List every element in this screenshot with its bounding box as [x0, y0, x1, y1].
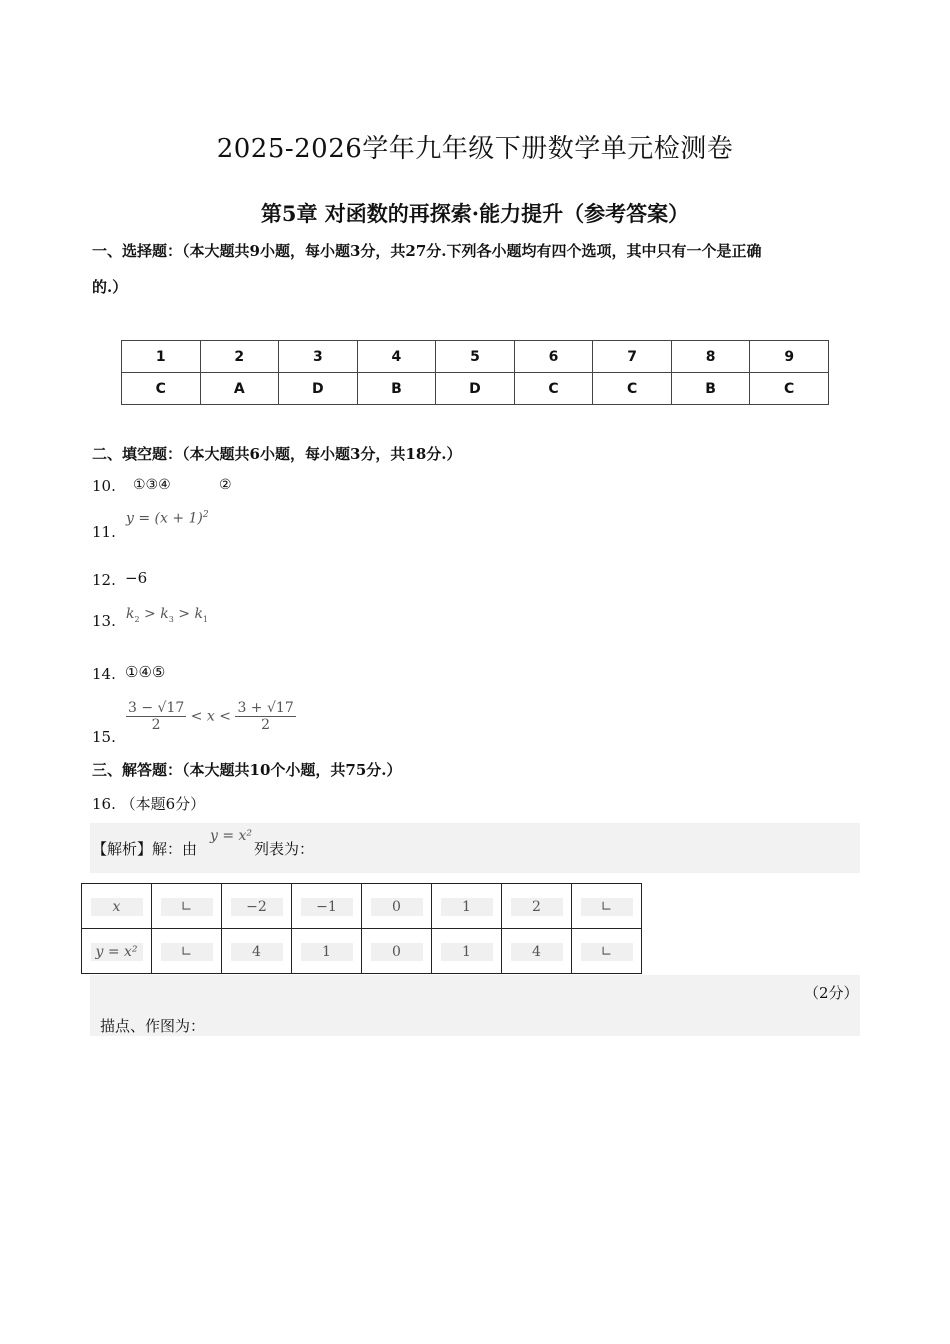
q15-right-denominator: 2 — [261, 717, 271, 733]
table-cell: ∟ — [161, 898, 213, 916]
section2-heading: 二、填空题：（本大题共6小题，每小题3分，共18分.） — [92, 445, 462, 463]
table-cell: 3 — [279, 341, 358, 373]
solution-text: 列表为： — [254, 840, 315, 858]
table-cell: ∟ — [581, 943, 633, 961]
table-cell: 7 — [593, 341, 672, 373]
choice-answer-table — [121, 340, 829, 405]
q15-right-numerator: 3 + √17 — [237, 700, 294, 716]
table-cell: 1 — [441, 898, 493, 916]
table-cell: ∟ — [581, 898, 633, 916]
section1-heading-cont: 的.） — [92, 278, 128, 296]
table-cell: −1 — [301, 898, 353, 916]
table-cell: B — [671, 373, 750, 405]
table-cell: y = x² — [91, 943, 143, 961]
q13-s2: 2 — [134, 614, 140, 624]
q16-heading: 16. （本题6分） — [92, 795, 206, 813]
q11-number: 11. — [92, 523, 116, 541]
table-row — [82, 884, 642, 929]
q14-answer: ①④⑤ — [125, 663, 166, 681]
q15-left-fraction — [126, 700, 186, 733]
q13-gt2: > — [173, 606, 195, 622]
table-cell: A — [200, 373, 279, 405]
q15-left-denominator: 2 — [151, 717, 161, 733]
table-cell: C — [593, 373, 672, 405]
q13-number: 13. — [92, 612, 116, 630]
section1-heading: 一、选择题：（本大题共9小题，每小题3分，共27分.下列各小题均有四个选项，其中只有一个是正确 — [92, 242, 762, 260]
draw-instruction: 描点、作图为： — [100, 1017, 206, 1035]
solution-shade-2 — [90, 975, 860, 1036]
table-cell: 2 — [200, 341, 279, 373]
table-cell: 8 — [671, 341, 750, 373]
table-cell: 6 — [514, 341, 593, 373]
q13-s1: 1 — [202, 614, 209, 624]
table-cell: C — [514, 373, 593, 405]
table-cell: 1 — [122, 341, 201, 373]
q15-number: 15. — [92, 728, 116, 746]
q13-s3: 3 — [168, 614, 174, 624]
table-row — [122, 341, 829, 373]
q11-answer — [126, 510, 209, 527]
table-cell: 4 — [357, 341, 436, 373]
q13-gt1: > — [139, 606, 161, 622]
q15-answer — [126, 700, 296, 733]
value-table — [81, 883, 642, 974]
q14-number: 14. — [92, 665, 116, 683]
table-cell: 0 — [371, 898, 423, 916]
table-cell: 1 — [441, 943, 493, 961]
page-subtitle: 第5章 对函数的再探索·能力提升（参考答案） — [260, 201, 690, 226]
table-cell: 9 — [750, 341, 829, 373]
solution-shade — [90, 823, 860, 873]
q13-k2: k — [126, 606, 135, 622]
q10-number: 10. — [92, 477, 116, 495]
q11-expr: y = (x + 1) — [126, 510, 203, 527]
q12-number: 12. — [92, 571, 116, 589]
table-cell: 1 — [301, 943, 353, 961]
q13-k3: k — [160, 606, 169, 622]
table-cell: 4 — [231, 943, 283, 961]
table-cell: D — [436, 373, 515, 405]
table-cell: x — [91, 898, 143, 916]
table-cell: −2 — [231, 898, 283, 916]
table-cell: C — [122, 373, 201, 405]
q10-answer-1: ①③④ — [133, 477, 171, 493]
table-row — [82, 929, 642, 974]
section3-heading: 三、解答题：（本大题共10个小题，共75分.） — [92, 761, 402, 779]
table-row — [122, 373, 829, 405]
table-cell: C — [750, 373, 829, 405]
q15-middle: < x < — [186, 708, 236, 725]
table-cell: B — [357, 373, 436, 405]
q15-right-fraction — [235, 700, 295, 733]
solution-label: 【解析】解：由 — [92, 840, 198, 858]
q13-answer — [126, 606, 208, 624]
table-cell: 5 — [436, 341, 515, 373]
table-cell: ∟ — [161, 943, 213, 961]
score-note: （2分） — [804, 984, 859, 1002]
table-cell: 4 — [511, 943, 563, 961]
q12-answer: −6 — [125, 569, 148, 587]
q15-left-numerator: 3 − √17 — [128, 700, 185, 716]
q13-k1: k — [194, 606, 203, 622]
q10-answer-2: ② — [219, 477, 232, 493]
table-cell: D — [279, 373, 358, 405]
solution-math: y = x² — [210, 828, 253, 844]
q11-exp: 2 — [202, 510, 209, 520]
table-cell: 0 — [371, 943, 423, 961]
table-cell: 2 — [511, 898, 563, 916]
page-title: 2025-2026学年九年级下册数学单元检测卷 — [216, 134, 734, 164]
